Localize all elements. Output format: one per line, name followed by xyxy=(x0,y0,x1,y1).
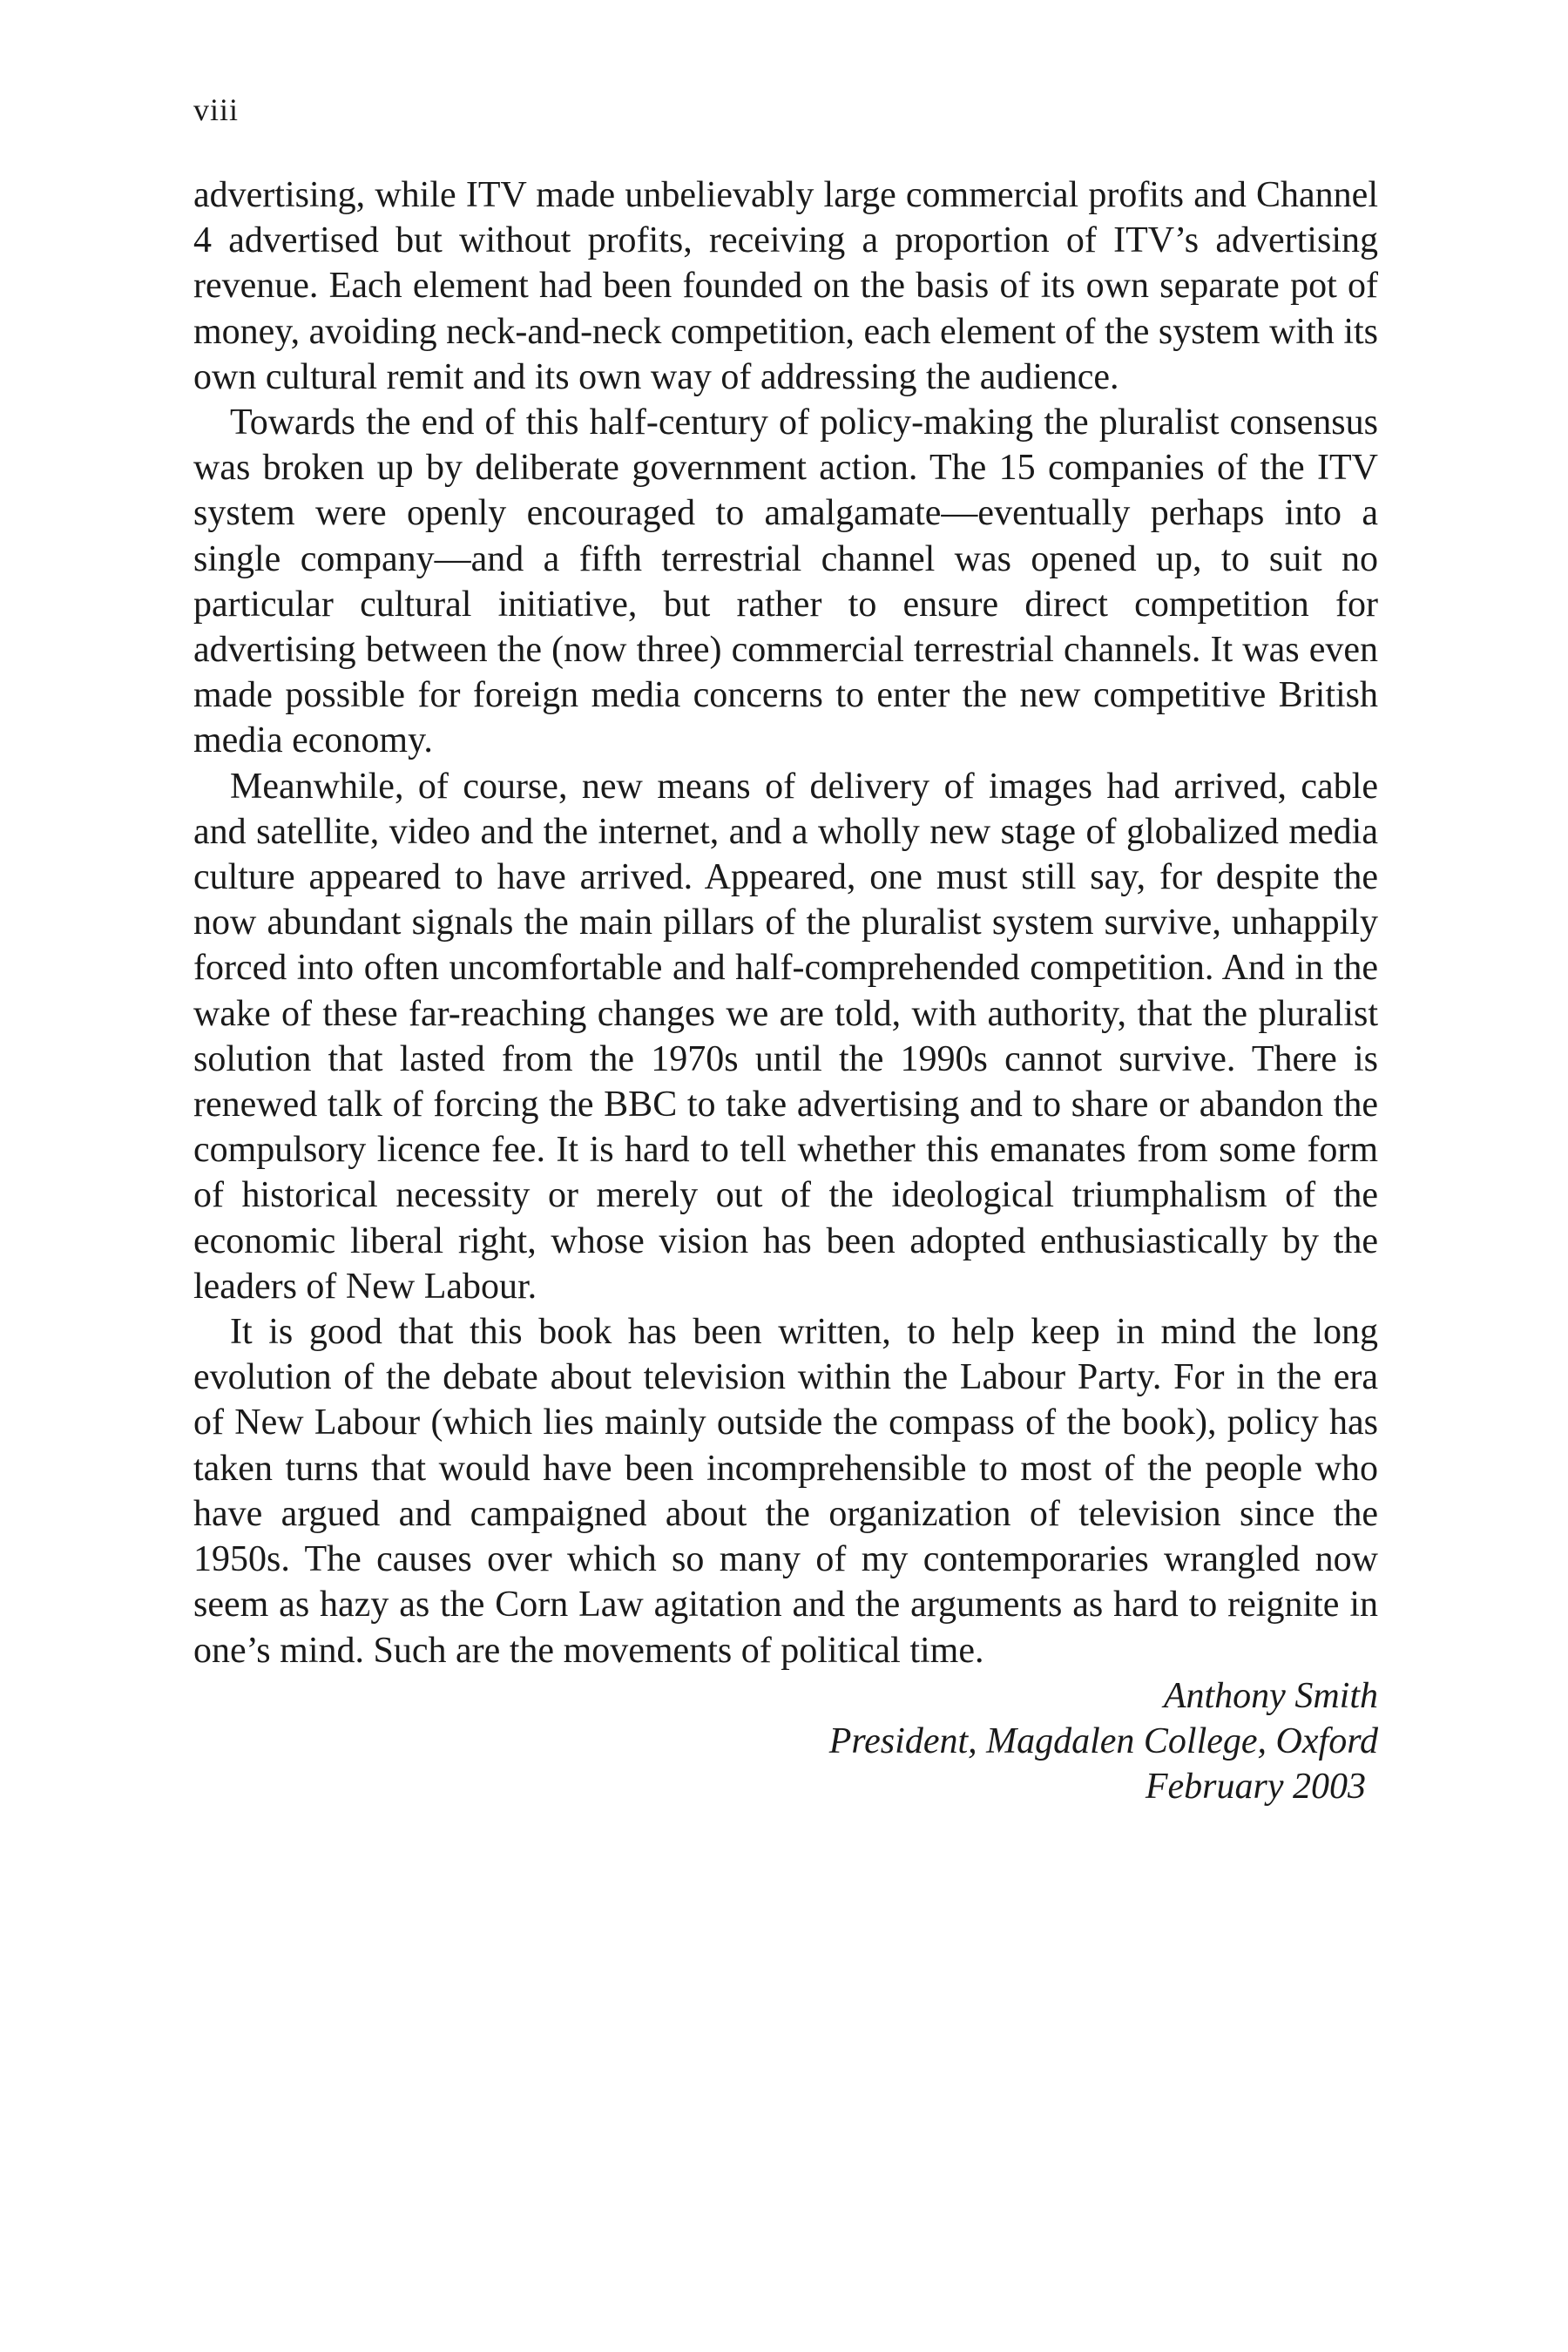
page-number: viii xyxy=(193,92,240,127)
signature-name: Anthony Smith xyxy=(1163,1675,1378,1716)
paragraph-3: Meanwhile, of course, new means of delivery of images had arrived, cable and satellite, video and the internet, and a wholly new stage of globalized media culture appeared to have arrived. Appeared, one must still say, for despite the now abundant signals the main pillars of the pluralist system survive, unhappily forced into often uncomfortable and half-comprehended competition. And in the wake of these far-reaching changes we are told, with authority, that the pluralist solution that lasted from the 1970s until the 1990s cannot survive. There is renewed talk of forcing the BBC to take advertising and to share or abandon the compulsory licence fee. It is hard to tell whether this emanates from some form of historical necessity or merely out of the ideological triumphalism of the economic liberal right, whose vision has been adopted enthusiastically by the leaders of New Labour. xyxy=(193,766,1378,1307)
signature-title: President, Magdalen College, Oxford xyxy=(828,1720,1378,1761)
signature-date: February 2003 xyxy=(1145,1767,1366,1808)
signature-block xyxy=(193,1673,1378,1810)
paragraph-2: Towards the end of this half-century of policy-making the pluralist consensus was broken up by deliberate government action. The 15 companies of the ITV system were openly encouraged to amalgamate—eventually perhaps into a single company—and a fifth terrestrial channel was opened up, to suit no particular cultural initiative, but rather to ensure direct competition for advertising between the (now three) commercial terrestrial channels. It was even made possible for foreign media concerns to enter the new competitive British media economy. xyxy=(193,402,1378,761)
foreword-text xyxy=(193,172,1378,1809)
paragraph-4: It is good that this book has been written, to help keep in mind the long evolution of the debate about television within the Labour Party. For in the era of New Labour (which lies mainly outside the compass of the book), policy has taken turns that would have been incomprehensible to most of the people who have argued and campaigned about the organization of television since the 1950s. The causes over which so many of my contemporaries wrangled now seem as hazy as the Corn Law agitation and the arguments as hard to reignite in one’s mind. Such are the movements of political time. xyxy=(193,1312,1378,1671)
paragraph-1: advertising, while ITV made unbelievably large commercial profits and Channel 4 advertised but without profits, receiving a proportion of ITV’s advertising revenue. Each element had been founded on the basis of its own separate pot of money, avoiding neck-and-neck competition, each element of the system with its own cultural remit and its own way of addressing the audience. xyxy=(193,175,1378,397)
